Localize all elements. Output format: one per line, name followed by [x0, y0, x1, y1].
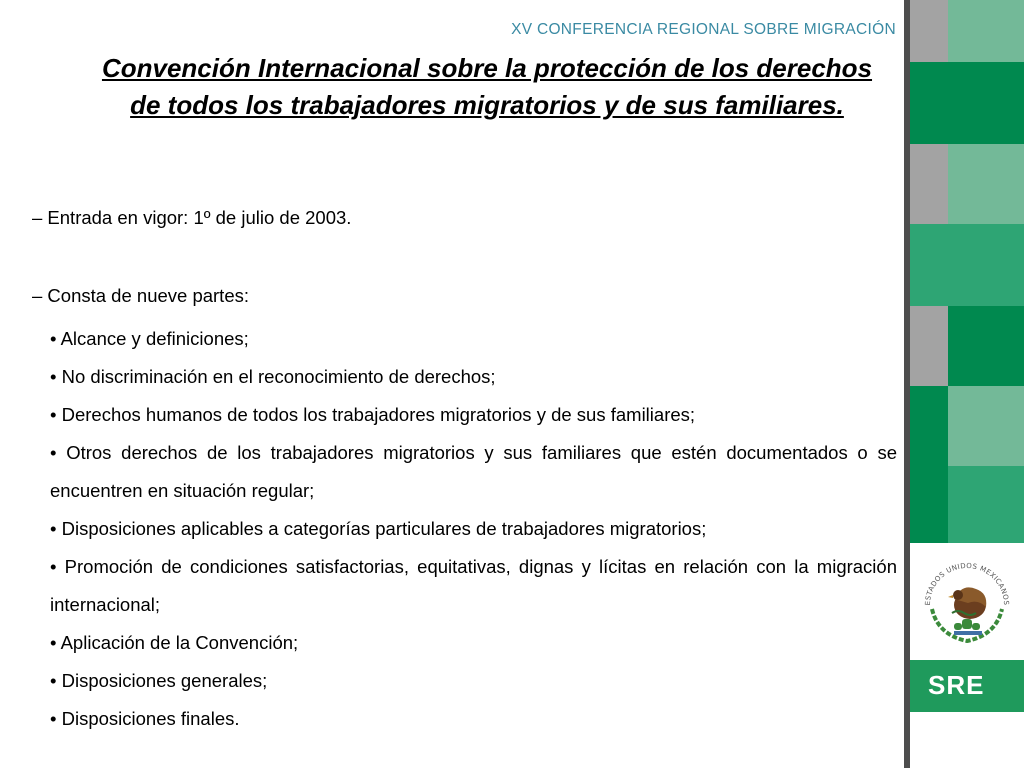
sre-logo: SRE: [928, 670, 985, 700]
mosaic-tile: [910, 466, 948, 543]
slide-title: Convención Internacional sobre la protección de los derechos de todos los trabajadores migratorios y de sus familiares.: [101, 53, 873, 120]
mexico-seal: [910, 543, 1024, 657]
mosaic-tile: [948, 0, 1024, 62]
mosaic-tile: [910, 386, 948, 466]
sre-logo-band: [910, 660, 1024, 712]
parts-list: [32, 320, 897, 738]
list-item: • No discriminación en el reconocimiento de derechos;: [50, 366, 496, 387]
entry-into-force: – Entrada en vigor: 1º de julio de 2003.: [32, 207, 352, 228]
mosaic-tile: [948, 386, 1024, 466]
list-item: • Aplicación de la Convención;: [50, 632, 299, 653]
mosaic-tile: [948, 466, 1024, 543]
list-item: • Otros derechos de los trabajadores migratorios y sus familiares que estén documentados o se encuentren en situación regular;: [50, 442, 897, 501]
conference-header: XV CONFERENCIA REGIONAL SOBRE MIGRACIÓN: [511, 21, 896, 38]
list-item: • Derechos humanos de todos los trabajadores migratorios y de sus familiares;: [50, 404, 696, 425]
parts-heading: – Consta de nueve partes:: [32, 285, 250, 306]
mosaic-tile: [948, 144, 1024, 224]
mosaic-tile: [948, 306, 1024, 386]
list-item: • Disposiciones aplicables a categorías particulares de trabajadores migratorios;: [50, 518, 707, 539]
mosaic-tile: [910, 306, 948, 386]
list-item: • Disposiciones finales.: [50, 708, 240, 729]
list-item: • Disposiciones generales;: [50, 670, 268, 691]
mosaic-tile: [910, 224, 1024, 306]
mosaic-tile: [910, 0, 948, 62]
slide-content: [32, 204, 897, 738]
list-item: • Promoción de condiciones satisfactorias, equitativas, dignas y lícitas en relación con la migración internacional;: [50, 556, 897, 615]
bottom-band: [910, 712, 1024, 768]
list-item: • Alcance y definiciones;: [50, 328, 249, 349]
mosaic-tile: [910, 62, 1024, 144]
eagle-seal-icon: [910, 543, 1024, 657]
mosaic-tile: [910, 144, 948, 224]
svg-text:ESTADOS UNIDOS MEXICANOS: ESTADOS UNIDOS MEXICANOS: [923, 561, 1011, 606]
